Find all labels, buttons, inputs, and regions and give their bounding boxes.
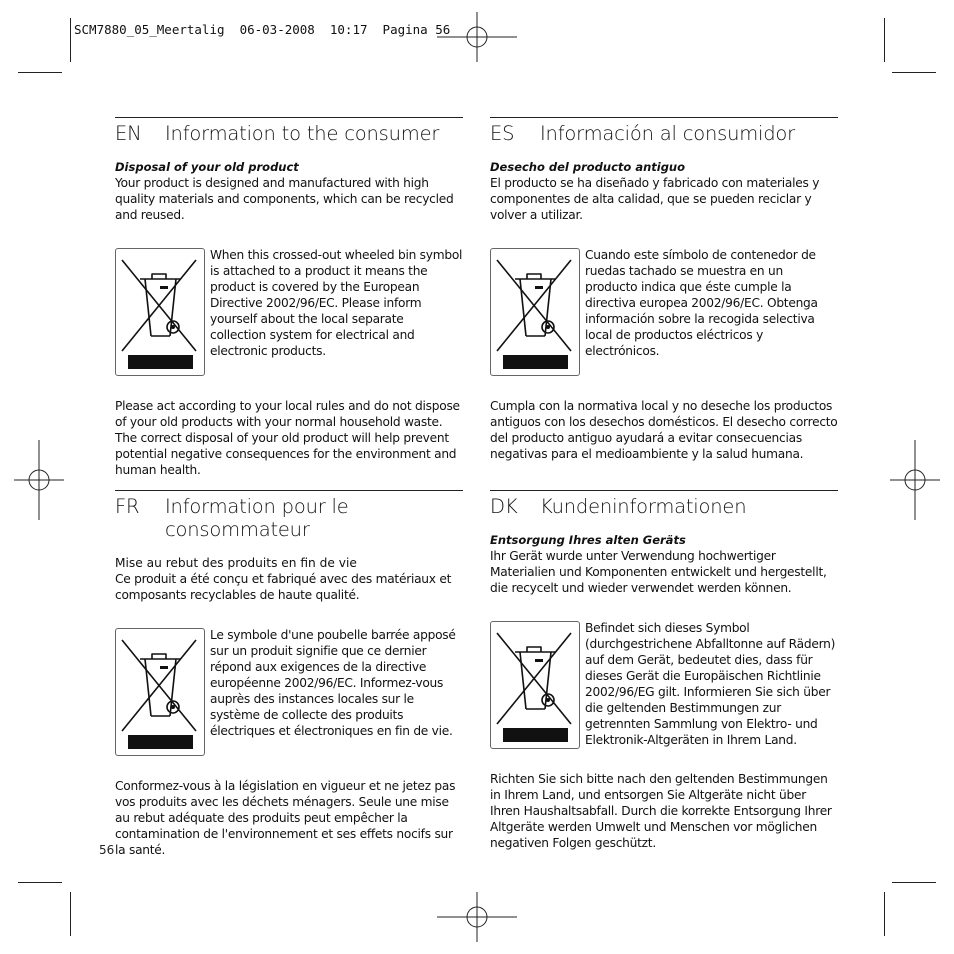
section-en — [115, 117, 463, 478]
symbol-text: When this crossed-out wheeled bin symbol is attached to a product it means the product is covered by the European Directive 2002/96/EC. Please inform yourself about the local separate collection system for electrical and electronic products. — [210, 248, 463, 358]
crop-mark — [70, 18, 71, 62]
section-fr — [115, 490, 463, 858]
symbol-row — [490, 620, 838, 749]
closing-text: Conformez-vous à la législation en vigueur et ne jetez pas vos produits avec les déchets ménagers. Seule une mise au rebut adéquate des produits peut empêcher la contamination de l'environnement et ses effets nocifs sur la santé. — [115, 779, 456, 857]
symbol-text: Befindet sich dieses Symbol (durchgestrichene Abfalltonne auf Rädern) auf dem Gerät, bedeutet dies, dass für dieses Gerät die Europäischen Richtlinie 2002/96/EG gilt. Informieren Sie sich über die geltenden Bestimmungen zur getrennten Sammlung von Elektro- und Elektronik-Altgeräten in Ihrem Land. — [585, 621, 836, 747]
page-number: 56 — [99, 843, 115, 857]
section-rule — [490, 490, 838, 491]
subheading: Disposal of your old product — [115, 160, 299, 174]
section-rule — [490, 117, 838, 118]
section-title: Information to the consumer — [165, 122, 440, 145]
intro-text: Ce produit a été conçu et fabriqué avec des matériaux et composants recyclables de haute qualité. — [115, 572, 452, 602]
crop-mark — [70, 892, 71, 936]
symbol-text: Le symbole d'une poubelle barrée apposé sur un produit signifie que ce dernier répond aux exigences de la directive européenne 2002/96/EC. Informez-vous auprès des instances locales sur le système de collecte des produits électriques et électroniques en fin de vie. — [210, 628, 456, 738]
closing-text: Please act according to your local rules and do not dispose of your old products with your normal household waste. The correct disposal of your old product will help prevent potential negative consequences for the environment and human health. — [115, 399, 460, 477]
intro-text: El producto se ha diseñado y fabricado con materiales y componentes de alta calidad, que se pueden reciclar y volver a utilizar. — [490, 176, 820, 222]
language-code: ES — [490, 122, 515, 145]
language-code: EN — [115, 122, 142, 145]
intro-text: Your product is designed and manufactured with high quality materials and components, which can be recycled and reused. — [115, 176, 454, 222]
print-slug: SCM7880_05_Meertalig 06-03-2008 10:17 Pagina 56 — [74, 22, 451, 37]
section-rule — [115, 117, 463, 118]
section-heading — [115, 122, 463, 145]
section-title: Información al consumidor — [540, 122, 795, 145]
registration-mark-icon — [437, 892, 517, 942]
crossed-out-wheeled-bin-icon — [490, 248, 580, 376]
language-code: FR — [115, 495, 140, 518]
section-heading — [115, 495, 463, 541]
intro-text: Ihr Gerät wurde unter Verwendung hochwertiger Materialien und Komponenten entwickelt und hergestellt, die recycelt und wieder verwendet werden können. — [490, 549, 827, 595]
crossed-out-wheeled-bin-icon — [115, 248, 205, 376]
crop-mark — [18, 72, 62, 73]
subheading: Desecho del producto antiguo — [490, 160, 686, 174]
subheading: Entsorgung Ihres alten Geräts — [490, 533, 686, 547]
crossed-out-wheeled-bin-icon — [115, 628, 205, 756]
section-title: Kundeninformationen — [540, 495, 747, 518]
language-code: DK — [490, 495, 518, 518]
section-heading — [490, 495, 838, 518]
crop-mark — [884, 892, 885, 936]
closing-text: Cumpla con la normativa local y no deseche los productos antiguos con los desechos domésticos. El desecho correcto del producto antiguo ayudará a evitar consecuencias negativas para el medioambiente y la salud humana. — [490, 399, 838, 461]
symbol-row — [115, 247, 463, 376]
symbol-row — [490, 247, 838, 376]
crossed-out-wheeled-bin-icon — [490, 621, 580, 749]
subheading: Mise au rebut des produits en fin de vie — [115, 556, 357, 570]
closing-text: Richten Sie sich bitte nach den geltenden Bestimmungen in Ihrem Land, und entsorgen Sie Altgeräte nicht über Ihren Haushaltsabfall. Durch die korrekte Entsorgung Ihrer Altgeräte werden Umwelt und Menschen vor möglichen negativen Folgen geschützt. — [490, 772, 832, 850]
section-dk — [490, 490, 838, 851]
symbol-text: Cuando este símbolo de contenedor de ruedas tachado se muestra en un producto indica que éste cumple la directiva europea 2002/96/EC. Obtenga información sobre la recogida selectiva local de productos eléctricos y electrónicos. — [585, 248, 818, 358]
registration-mark-icon — [890, 440, 940, 520]
section-title: Information pour le consommateur — [165, 495, 349, 541]
section-heading — [490, 122, 838, 145]
registration-mark-icon — [437, 12, 517, 62]
crop-mark — [884, 18, 885, 62]
crop-mark — [18, 882, 62, 883]
section-rule — [115, 490, 463, 491]
section-es — [490, 117, 838, 462]
crop-mark — [892, 882, 936, 883]
symbol-row — [115, 627, 463, 756]
registration-mark-icon — [14, 440, 64, 520]
crop-mark — [892, 72, 936, 73]
